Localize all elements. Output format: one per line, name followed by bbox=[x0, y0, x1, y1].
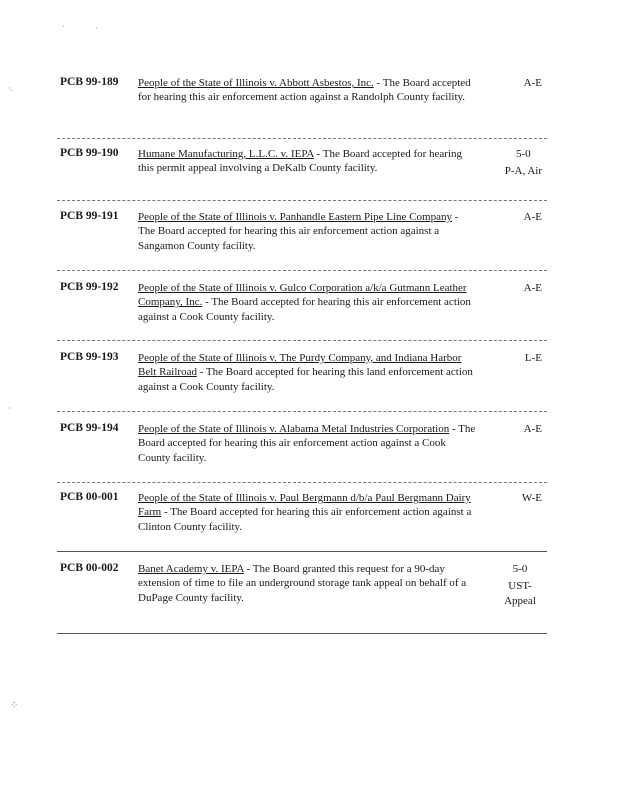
case-title: People of the State of Illinois v. The Purdy Company, and Indiana Harbor Belt Railroad bbox=[138, 352, 462, 379]
case-summary: - The Board accepted for hearing this air enforcement action against a Randolph County facility. bbox=[138, 77, 471, 104]
entry-divider bbox=[57, 482, 547, 483]
case-description bbox=[138, 210, 478, 253]
case-number: PCB 99-192 bbox=[60, 281, 119, 293]
case-title: Banet Academy v. IEPA bbox=[138, 563, 244, 575]
scan-speck: ·. bbox=[8, 84, 13, 93]
case-title: People of the State of Illinois v. Alabama Metal Industries Corporation bbox=[138, 423, 450, 435]
case-number: PCB 99-193 bbox=[60, 351, 119, 363]
case-code-primary: L-E bbox=[524, 352, 542, 364]
case-title: People of the State of Illinois v. Panhandle Eastern Pipe Line Company bbox=[138, 211, 452, 223]
case-code-secondary: P-A, Air bbox=[504, 165, 542, 178]
case-code-primary: W-E bbox=[521, 492, 542, 504]
case-description bbox=[138, 422, 478, 465]
case-summary: - The Board accepted for hearing this air enforcement action against a Cook County facility. bbox=[138, 423, 476, 464]
case-title: People of the State of Illinois v. Paul Bergmann d/b/a Paul Bergmann Dairy Farm bbox=[138, 492, 471, 519]
case-code-primary: A-E bbox=[523, 211, 542, 223]
case-title: Humane Manufacturing, L.L.C. v. IEPA bbox=[138, 148, 314, 160]
case-description bbox=[138, 147, 478, 176]
case-title: People of the State of Illinois v. Abbott Asbestos, Inc. bbox=[138, 77, 374, 89]
entry-divider bbox=[57, 551, 547, 552]
case-summary: - The Board granted this request for a 90-day extension of time to file an underground storage tank appeal on behalf of a DuPage County facility. bbox=[138, 563, 467, 604]
entry-divider bbox=[57, 200, 547, 201]
case-code bbox=[498, 562, 542, 608]
case-number: PCB 99-191 bbox=[60, 210, 119, 222]
entry-divider bbox=[57, 138, 547, 139]
scan-speck: · bbox=[8, 404, 11, 413]
case-summary: - The Board accepted for hearing this air enforcement action against a Cook County facility. bbox=[138, 296, 471, 323]
case-code bbox=[522, 491, 542, 505]
case-number: PCB 99-189 bbox=[60, 76, 119, 88]
case-summary: - The Board accepted for hearing this air enforcement action against a Sangamon County facility. bbox=[138, 211, 459, 252]
scan-speck: · bbox=[95, 24, 98, 33]
entry-divider bbox=[57, 270, 547, 271]
case-number: PCB 00-002 bbox=[60, 562, 119, 574]
case-code bbox=[524, 281, 542, 295]
case-number: PCB 00-001 bbox=[60, 491, 119, 503]
entry-divider bbox=[57, 411, 547, 412]
case-title: People of the State of Illinois v. Gulco Corporation a/k/a Gutmann Leather Company, Inc. bbox=[138, 282, 467, 309]
case-code-secondary: UST-Appeal bbox=[504, 580, 536, 607]
case-code bbox=[524, 422, 542, 436]
case-summary: - The Board accepted for hearing this air enforcement action against a Clinton County facility. bbox=[138, 506, 472, 533]
case-summary: - The Board accepted for hearing this permit appeal involving a DeKalb County facility. bbox=[138, 148, 463, 175]
case-description bbox=[138, 351, 478, 394]
case-code-primary: 5-0 bbox=[512, 563, 528, 575]
case-code bbox=[524, 210, 542, 224]
case-number: PCB 99-190 bbox=[60, 147, 119, 159]
scan-speck: · bbox=[62, 22, 65, 31]
case-code-primary: A-E bbox=[523, 77, 542, 89]
entry-divider bbox=[57, 633, 547, 634]
scan-speck: ⁘ bbox=[10, 700, 19, 711]
entry-divider bbox=[57, 340, 547, 341]
case-description bbox=[138, 76, 478, 105]
case-code-primary: 5-0 bbox=[516, 148, 531, 160]
case-number: PCB 99-194 bbox=[60, 422, 119, 434]
case-code-primary: A-E bbox=[523, 282, 542, 294]
case-description bbox=[138, 491, 478, 534]
case-summary: - The Board accepted for hearing this land enforcement action against a Cook County facility. bbox=[138, 366, 473, 393]
case-code bbox=[524, 76, 542, 90]
case-description bbox=[138, 562, 478, 605]
case-code bbox=[525, 351, 542, 365]
case-description bbox=[138, 281, 478, 324]
case-code bbox=[505, 147, 542, 179]
case-code-primary: A-E bbox=[523, 423, 542, 435]
